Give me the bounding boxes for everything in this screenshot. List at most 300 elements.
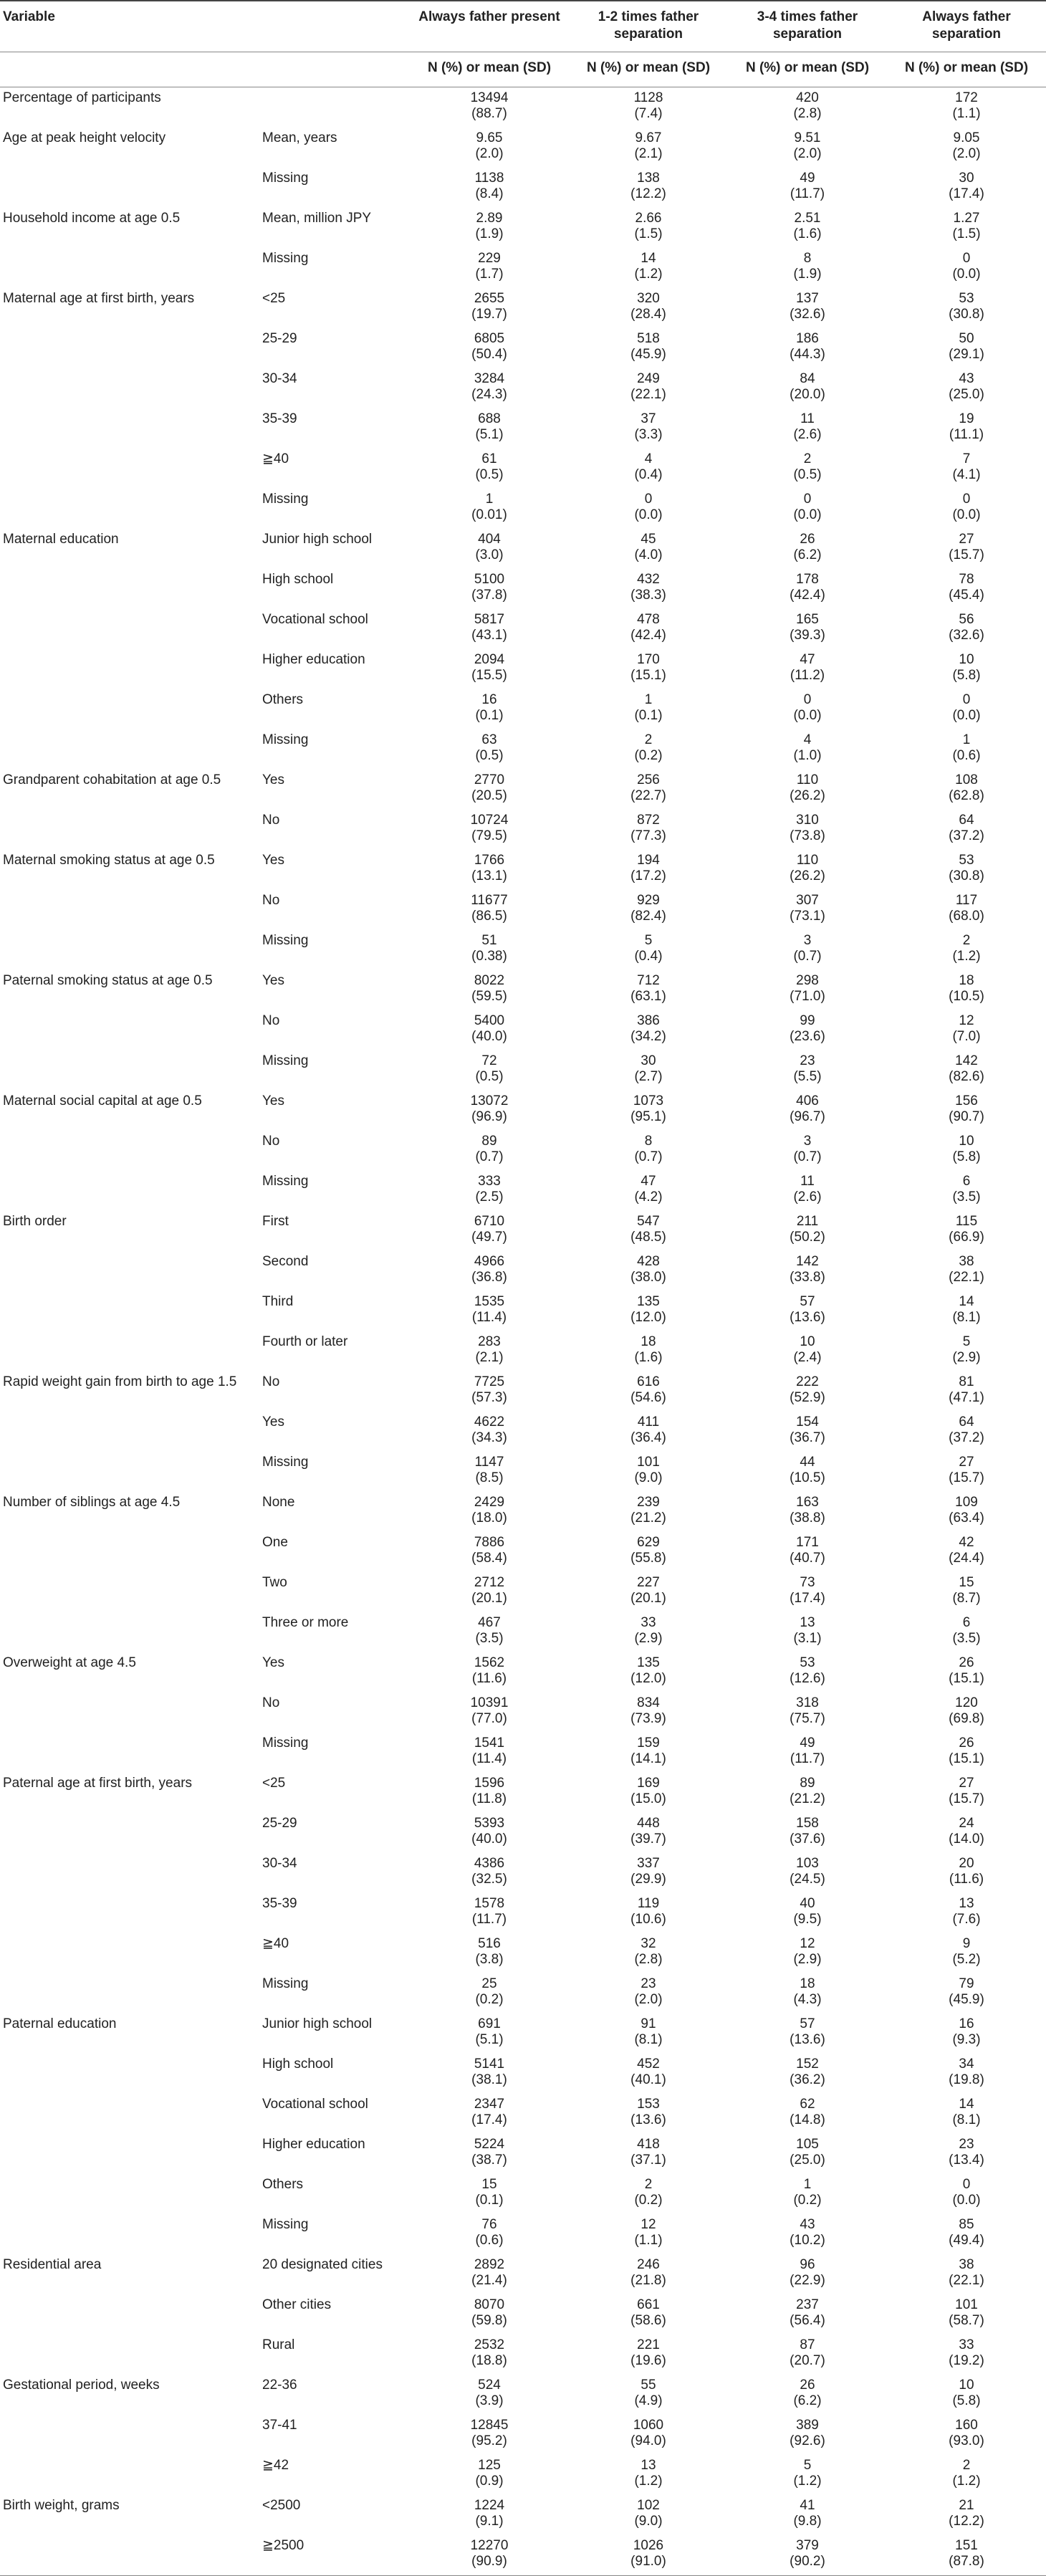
value-cell	[410, 1652, 569, 1692]
percent-value: (17.2)	[630, 868, 666, 884]
value-cell	[410, 1492, 569, 1532]
percent-value: (15.7)	[949, 547, 984, 562]
table-row	[0, 2174, 1046, 2214]
percent-value: (26.2)	[790, 868, 825, 884]
count-value: 38	[959, 2257, 974, 2272]
value-cell	[728, 87, 887, 128]
value-cell	[887, 930, 1046, 970]
value-cell	[410, 1973, 569, 2014]
count-value: 333	[478, 1174, 501, 1189]
percent-value: (28.4)	[630, 307, 666, 322]
percent-value: (0.0)	[793, 507, 822, 522]
variable-cell: Grandparent cohabitation at age 0.5	[3, 772, 221, 787]
value-cell	[410, 328, 569, 368]
percent-value: (8.1)	[952, 1310, 981, 1325]
percent-value: (14.8)	[790, 2112, 825, 2127]
count-value: 45	[640, 532, 656, 547]
value-cell	[887, 1331, 1046, 1371]
table-row	[0, 850, 1046, 890]
value-cell	[887, 2134, 1046, 2174]
percent-value: (50.4)	[471, 347, 507, 362]
value-cell	[569, 930, 728, 970]
category-cell: ≧2500	[259, 2535, 410, 2576]
category-cell: Junior high school	[262, 532, 373, 547]
value-cell	[887, 1773, 1046, 1813]
percent-value: (33.8)	[790, 1270, 825, 1285]
value-cell	[410, 489, 569, 529]
variable-cell: Percentage of participants	[3, 90, 161, 105]
percent-value: (0.1)	[475, 2193, 504, 2208]
category-cell: No	[262, 1013, 280, 1028]
value-cell	[887, 1452, 1046, 1492]
count-value: 117	[955, 893, 978, 908]
value-cell	[569, 1412, 728, 1452]
percent-value: (0.7)	[793, 949, 822, 964]
variable-cell	[0, 1010, 259, 1050]
count-value: 10	[959, 1134, 974, 1149]
category-cell: No	[262, 813, 280, 828]
count-value: 246	[637, 2257, 660, 2272]
percent-value: (1.6)	[634, 1350, 663, 1365]
percent-value: (90.9)	[471, 2554, 507, 2569]
value-cell	[728, 1010, 887, 1050]
percent-value: (4.2)	[634, 1189, 663, 1205]
table-row	[0, 2014, 1046, 2054]
percent-value: (12.2)	[630, 186, 666, 201]
count-value: 1138	[474, 171, 504, 186]
value-cell	[887, 2014, 1046, 2054]
value-cell	[569, 1091, 728, 1131]
count-value: 79	[959, 1976, 974, 1991]
value-cell	[728, 2254, 887, 2294]
value-cell	[887, 489, 1046, 529]
value-cell	[728, 248, 887, 288]
count-value: 1147	[474, 1455, 504, 1470]
percent-value: (95.1)	[630, 1109, 666, 1124]
category-cell: 37-41	[262, 2418, 297, 2433]
table-row	[0, 2134, 1046, 2174]
percent-value: (13.6)	[790, 1310, 825, 1325]
value-cell	[728, 1652, 887, 1692]
variable-cell	[0, 2294, 259, 2335]
category-cell: Yes	[262, 973, 284, 988]
count-value: 0	[803, 692, 812, 707]
count-value: 467	[478, 1615, 501, 1630]
count-value: 64	[959, 1414, 974, 1430]
category-cell: Missing	[262, 933, 309, 948]
variable-cell	[0, 689, 259, 729]
value-cell	[887, 529, 1046, 569]
count-value: 428	[637, 1254, 660, 1269]
percent-value: (14.0)	[949, 1832, 984, 1847]
value-cell	[410, 208, 569, 248]
count-value: 229	[478, 251, 501, 266]
value-cell	[410, 2495, 569, 2535]
value-cell	[887, 1933, 1046, 1973]
percent-value: (1.9)	[475, 226, 504, 241]
value-cell	[728, 850, 887, 890]
count-value: 4386	[474, 1856, 505, 1871]
count-value: 37	[640, 411, 656, 426]
value-cell	[569, 1171, 728, 1211]
value-cell	[728, 2415, 887, 2455]
count-value: 256	[637, 772, 660, 787]
percent-value: (73.8)	[790, 828, 825, 843]
value-cell	[569, 689, 728, 729]
count-value: 27	[959, 1776, 974, 1791]
count-value: 1128	[633, 90, 663, 105]
percent-value: (58.6)	[630, 2313, 666, 2328]
variable-cell	[0, 328, 259, 368]
value-cell	[410, 288, 569, 328]
percent-value: (17.4)	[471, 2112, 507, 2127]
variable-cell	[0, 1131, 259, 1171]
value-cell	[887, 168, 1046, 208]
value-cell	[728, 208, 887, 248]
value-cell	[728, 1733, 887, 1773]
percent-value: (15.7)	[949, 1470, 984, 1485]
value-cell	[728, 729, 887, 770]
category-cell: Rural	[262, 2337, 295, 2352]
count-value: 0	[962, 492, 971, 507]
value-cell	[728, 1532, 887, 1572]
count-value: 5100	[474, 572, 505, 587]
value-cell	[410, 1933, 569, 1973]
percent-value: (38.7)	[471, 2153, 507, 2168]
percent-value: (2.1)	[475, 1350, 504, 1365]
variable-cell: Maternal age at first birth, years	[3, 291, 195, 306]
table-row	[0, 890, 1046, 930]
percent-value: (8.1)	[634, 2032, 663, 2047]
percent-value: (5.8)	[952, 668, 981, 683]
count-value: 1541	[474, 1735, 505, 1751]
count-value: 712	[637, 973, 660, 988]
variable-cell	[0, 2335, 259, 2375]
table-row	[0, 529, 1046, 569]
percent-value: (18.8)	[471, 2353, 507, 2368]
variable-cell	[0, 2535, 259, 2576]
percent-value: (36.7)	[790, 1430, 825, 1445]
count-value: 389	[796, 2418, 819, 2433]
count-value: 125	[478, 2458, 501, 2473]
count-value: 5	[644, 933, 653, 948]
count-value: 227	[637, 1575, 660, 1590]
count-value: 40	[800, 1896, 815, 1911]
value-cell	[728, 1091, 887, 1131]
count-value: 103	[796, 1856, 819, 1871]
count-value: 89	[481, 1134, 497, 1149]
value-cell	[410, 449, 569, 489]
count-value: 33	[640, 1615, 656, 1630]
count-value: 1060	[633, 2418, 664, 2433]
count-value: 32	[640, 1936, 656, 1951]
table-row	[0, 1733, 1046, 1773]
percent-value: (63.1)	[630, 989, 666, 1004]
value-cell	[728, 649, 887, 689]
value-cell	[410, 1532, 569, 1572]
value-cell	[887, 408, 1046, 449]
count-value: 15	[481, 2177, 497, 2192]
count-value: 0	[962, 692, 971, 707]
variable-cell	[0, 2455, 259, 2495]
variable-cell: Overweight at age 4.5	[3, 1655, 136, 1670]
count-value: 2770	[474, 772, 505, 787]
count-value: 386	[637, 1013, 660, 1028]
count-value: 53	[959, 291, 974, 306]
count-value: 5	[962, 1334, 971, 1349]
count-value: 929	[637, 893, 660, 908]
table-row	[0, 208, 1046, 248]
value-cell	[569, 2495, 728, 2535]
table-row	[0, 1612, 1046, 1652]
variable-cell	[0, 1893, 259, 1933]
percent-value: (2.6)	[793, 1189, 822, 1205]
percent-value: (7.0)	[952, 1029, 981, 1044]
count-value: 18	[959, 973, 974, 988]
table-row	[0, 408, 1046, 449]
percent-value: (91.0)	[630, 2554, 666, 2569]
percent-value: (10.6)	[630, 1912, 666, 1927]
value-cell	[887, 2254, 1046, 2294]
count-value: 1	[644, 692, 653, 707]
percent-value: (2.0)	[475, 146, 504, 161]
variable-cell	[0, 248, 259, 288]
percent-value: (40.1)	[630, 2072, 666, 2087]
count-value: 137	[796, 291, 819, 306]
value-cell	[569, 2455, 728, 2495]
percent-value: (68.0)	[949, 909, 984, 924]
value-cell	[410, 529, 569, 569]
percent-value: (3.8)	[475, 1952, 504, 1967]
count-value: 478	[637, 612, 660, 627]
percent-value: (47.1)	[949, 1390, 984, 1405]
count-value: 10391	[470, 1695, 509, 1710]
category-cell: 35-39	[262, 411, 297, 426]
count-value: 2.89	[476, 211, 503, 226]
variable-cell	[0, 1452, 259, 1492]
count-value: 61	[481, 451, 497, 466]
percent-value: (66.9)	[949, 1230, 984, 1245]
value-cell	[410, 1813, 569, 1853]
percent-value: (0.2)	[793, 2193, 822, 2208]
value-cell	[410, 970, 569, 1010]
value-cell	[887, 890, 1046, 930]
count-value: 2347	[474, 2097, 505, 2112]
table-row	[0, 128, 1046, 168]
count-value: 5393	[474, 1816, 505, 1831]
value-cell	[569, 328, 728, 368]
percent-value: (12.2)	[949, 2514, 984, 2529]
count-value: 33	[959, 2337, 974, 2352]
category-cell: First	[262, 1214, 289, 1229]
variable-cell: Maternal education	[3, 532, 119, 547]
percent-value: (0.4)	[634, 949, 663, 964]
percent-value: (18.0)	[471, 1510, 507, 1526]
percent-value: (0.2)	[634, 748, 663, 763]
category-cell: Junior high school	[262, 2016, 373, 2031]
count-value: 2712	[474, 1575, 505, 1590]
value-cell	[887, 1893, 1046, 1933]
value-cell	[410, 1291, 569, 1331]
percent-value: (9.5)	[793, 1912, 822, 1927]
category-cell: Higher education	[262, 2137, 365, 2152]
percent-value: (9.0)	[634, 1470, 663, 1485]
category-cell: 22-36	[262, 2378, 297, 2393]
variable-cell	[0, 1412, 259, 1452]
count-value: 1	[485, 492, 494, 507]
value-cell	[887, 1251, 1046, 1291]
table-row	[0, 649, 1046, 689]
count-value: 158	[796, 1816, 819, 1831]
count-value: 96	[800, 2257, 815, 2272]
category-cell: Missing	[262, 1053, 309, 1068]
table-row	[0, 2495, 1046, 2535]
percent-value: (0.7)	[634, 1149, 663, 1164]
percent-value: (20.7)	[790, 2353, 825, 2368]
value-cell	[887, 2415, 1046, 2455]
percent-value: (2.0)	[952, 146, 981, 161]
value-cell	[569, 368, 728, 408]
value-cell	[569, 1251, 728, 1291]
variable-cell	[0, 609, 259, 649]
value-cell	[887, 2335, 1046, 2375]
group-header-always-separation: Always father separation	[887, 1, 1046, 52]
table-row	[0, 2214, 1046, 2254]
value-cell	[410, 2214, 569, 2254]
category-cell: Second	[262, 1254, 309, 1269]
value-cell	[569, 2535, 728, 2576]
value-cell	[410, 1853, 569, 1893]
count-value: 14	[959, 2097, 974, 2112]
count-value: 25	[481, 1976, 497, 1991]
percent-value: (63.4)	[949, 1510, 984, 1526]
percent-value: (20.0)	[790, 387, 825, 402]
value-cell	[728, 128, 887, 168]
percent-value: (92.6)	[790, 2433, 825, 2448]
percent-value: (1.5)	[952, 226, 981, 241]
value-cell	[569, 248, 728, 288]
count-value: 12	[640, 2217, 656, 2232]
percent-value: (0.0)	[952, 507, 981, 522]
value-cell	[410, 1131, 569, 1171]
percent-value: (4.9)	[634, 2393, 663, 2408]
value-cell	[728, 970, 887, 1010]
count-value: 99	[800, 1013, 815, 1028]
percent-value: (56.4)	[790, 2313, 825, 2328]
table-row	[0, 1572, 1046, 1612]
count-value: 142	[955, 1053, 978, 1068]
percent-value: (9.3)	[952, 2032, 981, 2047]
percent-value: (21.2)	[790, 1791, 825, 1806]
count-value: 110	[796, 772, 819, 787]
count-value: 239	[637, 1495, 660, 1510]
value-cell	[728, 1973, 887, 2014]
category-cell: Missing	[262, 2217, 309, 2232]
count-value: 12845	[470, 2418, 509, 2433]
value-cell	[410, 168, 569, 208]
percent-value: (38.0)	[630, 1270, 666, 1285]
table-row	[0, 1050, 1046, 1091]
variable-cell	[0, 2174, 259, 2214]
value-cell	[410, 1211, 569, 1251]
count-value: 102	[637, 2498, 660, 2513]
count-value: 159	[637, 1735, 660, 1751]
percent-value: (0.0)	[952, 708, 981, 723]
header-row-stat	[0, 52, 1046, 87]
variable-cell	[0, 1692, 259, 1733]
percent-value: (8.7)	[952, 1591, 981, 1606]
value-cell	[887, 1291, 1046, 1331]
value-cell	[569, 850, 728, 890]
value-cell	[569, 1813, 728, 1853]
percent-value: (15.1)	[949, 1671, 984, 1686]
count-value: 26	[959, 1735, 974, 1751]
percent-value: (2.7)	[634, 1069, 663, 1084]
category-cell: Fourth or later	[262, 1334, 348, 1349]
table-row	[0, 1492, 1046, 1532]
value-cell	[728, 2294, 887, 2335]
count-value: 0	[644, 492, 653, 507]
percent-value: (93.0)	[949, 2433, 984, 2448]
count-value: 163	[796, 1495, 819, 1510]
value-cell	[887, 2054, 1046, 2094]
percent-value: (20.1)	[630, 1591, 666, 1606]
count-value: 221	[637, 2337, 660, 2352]
percent-value: (79.5)	[471, 828, 507, 843]
value-cell	[569, 1733, 728, 1773]
count-value: 119	[637, 1896, 660, 1911]
value-cell	[728, 1572, 887, 1612]
value-cell	[410, 1412, 569, 1452]
count-value: 2.66	[635, 211, 662, 226]
value-cell	[887, 1973, 1046, 2014]
percent-value: (58.4)	[471, 1551, 507, 1566]
percent-value: (38.8)	[790, 1510, 825, 1526]
count-value: 135	[637, 1294, 660, 1309]
percent-value: (2.6)	[793, 427, 822, 442]
percent-value: (49.7)	[471, 1230, 507, 1245]
count-value: 55	[640, 2378, 656, 2393]
percent-value: (45.9)	[949, 1992, 984, 2007]
percent-value: (3.5)	[952, 1631, 981, 1646]
value-cell	[410, 2294, 569, 2335]
count-value: 2	[644, 2177, 653, 2192]
count-value: 30	[640, 1053, 656, 1068]
count-value: 24	[959, 1816, 974, 1831]
value-cell	[569, 2214, 728, 2254]
count-value: 1026	[633, 2538, 664, 2553]
table-row	[0, 2294, 1046, 2335]
count-value: 4966	[474, 1254, 505, 1269]
category-cell: <25	[262, 1776, 286, 1791]
percent-value: (5.2)	[952, 1952, 981, 1967]
count-value: 10	[800, 1334, 815, 1349]
percent-value: (24.3)	[471, 387, 507, 402]
percent-value: (20.5)	[471, 788, 507, 803]
count-value: 62	[800, 2097, 815, 2112]
count-value: 16	[959, 2016, 974, 2031]
count-value: 165	[796, 612, 819, 627]
value-cell	[887, 1371, 1046, 1412]
table-row	[0, 1893, 1046, 1933]
value-cell	[410, 1091, 569, 1131]
category-cell: Mean, million JPY	[262, 211, 372, 226]
percent-value: (37.6)	[790, 1832, 825, 1847]
value-cell	[728, 890, 887, 930]
count-value: 249	[637, 371, 660, 386]
table-row	[0, 1933, 1046, 1973]
percent-value: (1.1)	[952, 106, 981, 121]
